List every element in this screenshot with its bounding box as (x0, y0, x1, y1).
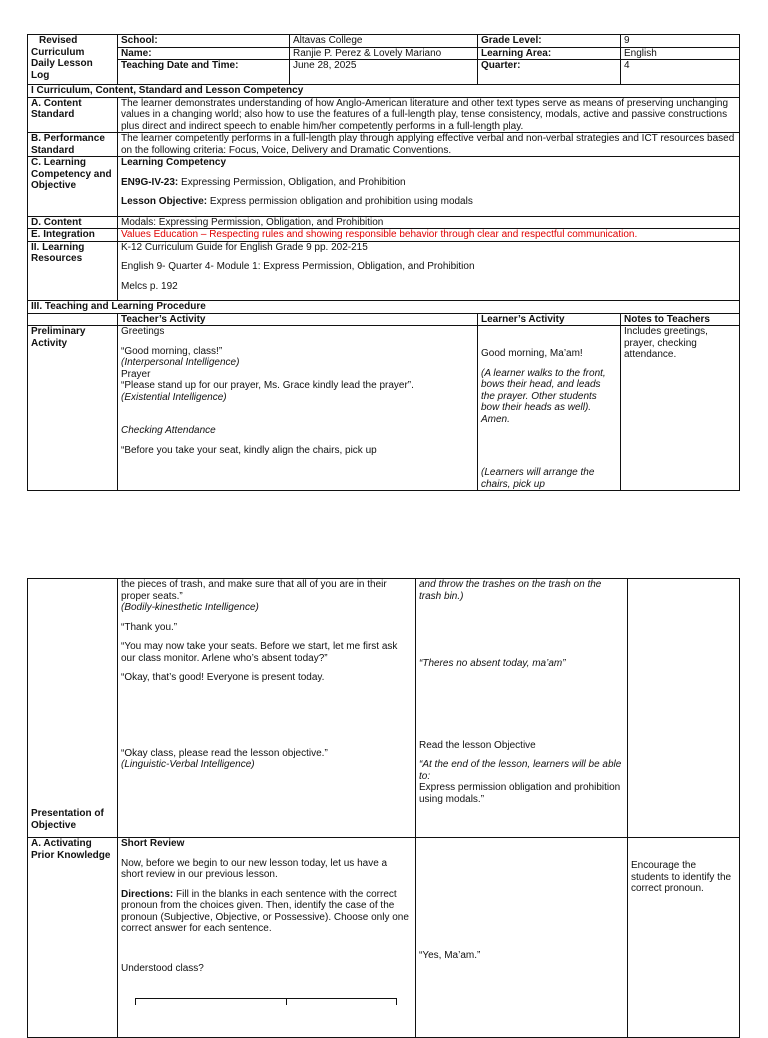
performance-standard-label: B. Performance Standard (28, 133, 118, 157)
page-2 (0, 520, 768, 1024)
content-text: Modals: Expressing Permission, Obligation, and Prohibition (118, 216, 740, 229)
activating-label: A. Activating Prior Knowledge (28, 838, 118, 1038)
section-1-title: I Curriculum, Content, Standard and Lesson Competency (28, 85, 740, 98)
resource-item: K-12 Curriculum Guide for English Grade 9 pp. 202-215 (121, 241, 368, 253)
blank-cell (28, 313, 118, 326)
resource-item: English 9- Quarter 4- Module 1: Express Permission, Obligation, and Prohibition (121, 261, 475, 272)
preliminary-label: Preliminary Activity (28, 326, 118, 491)
area-value: English (621, 47, 740, 60)
learner-activity-cont: and throw the trashes on the trash on the trash bin.) “Theres no absent today, ma’am” Read the lesson Objective “At the end of the lesson, learners will be able to: Express permission obligation and prohibition using modals.” (416, 579, 628, 838)
presentation-label: Presentation of Objective (28, 579, 118, 838)
competency-label: C. Learning Competency and Objective (28, 157, 118, 217)
performance-standard-text: The learner competently performs in a full-length play through applying effective verbal and non-verbal strategies and ICT resources based on the following criteria: Focus, Voice, Delivery and Dramatic Conventions. (118, 133, 740, 157)
quarter-label: Quarter: (478, 60, 621, 85)
notes-review-cell: Encourage the students to identify the correct pronoun. (628, 838, 740, 1038)
date-label: Teaching Date and Time: (118, 60, 290, 85)
name-value: Ranjie P. Perez & Lovely Mariano (290, 47, 478, 60)
content-standard-text: The learner demonstrates understanding of how Anglo-American literature and other text types serve as means of preserving unchanging values in a changing world; also how to use the features of a full-length play, tense consistency, modals, active and passive constructions plus direct and indirect speech to enable him/her competently performs in a full-length play. (118, 97, 740, 133)
learner-review-cell: “Yes, Ma’am.” (416, 838, 628, 1038)
review-table-top-edge (135, 998, 397, 1005)
section-3-title: III. Teaching and Learning Procedure (28, 301, 740, 314)
resources-label: II. Learning Resources (28, 241, 118, 301)
school-label: School: (118, 35, 290, 48)
lesson-log-table-2 (27, 578, 740, 1038)
resource-item: Melcs p. 192 (121, 280, 178, 292)
teacher-activity-cont: the pieces of trash, and make sure that all of you are in their proper seats.” (Bodily-kinesthetic Intelligence) “Thank you.” “You may now take your seats. Before we start, let me first ask our class monitor. Arlene who’s absent today?” “Okay, that’s good! Everyone is present today. “Okay class, please read the lesson objective.” (Linguistic-Verbal Intelligence) (118, 579, 416, 838)
teacher-activity-cell: Greetings “Good morning, class!” (Interpersonal Intelligence) Prayer “Please stand up for our prayer, Ms. Grace kindly lead the prayer”. (Existential Intelligence) Checking Attendance “Before you take your seat, kindly align the chairs, pick up (118, 326, 478, 491)
content-label: D. Content (28, 216, 118, 229)
integration-text: Values Education – Respecting rules and showing responsible behavior through clear and respectful communication. (118, 229, 740, 242)
resources-cell (118, 241, 740, 301)
grade-label: Grade Level: (478, 35, 621, 48)
quarter-value: 4 (621, 60, 740, 85)
area-label: Learning Area: (478, 47, 621, 60)
col-learner-header: Learner’s Activity (478, 313, 621, 326)
school-value: Altavas College (290, 35, 478, 48)
name-label: Name: (118, 47, 290, 60)
dll-title: Revised Curriculum Daily Lesson Log (28, 35, 118, 85)
competency-line: EN9G-IV-23: Expressing Permission, Obligation, and Prohibition (121, 176, 406, 188)
competency-cell (118, 157, 740, 217)
col-teacher-header: Teacher’s Activity (118, 313, 478, 326)
date-value: June 28, 2025 (290, 60, 478, 85)
competency-heading: Learning Competency (121, 157, 227, 168)
learner-activity-cell: Good morning, Ma’am! (A learner walks to the front, bows their head, and leads the prayer. Other students bow their heads as well). Amen. (Learners will arrange the chairs, pick up (478, 326, 621, 491)
teacher-review-cell: Short Review Now, before we begin to our new lesson today, let us have a short review in our previous lesson. Directions: Fill in the blanks in each sentence with the correct pronoun from the choices given. Then, identify the case of the pronoun (Subjective, Objective, or Possessive). Choose only one correct answer for each sentence. Understood class? (118, 838, 416, 1038)
notes-cell: Includes greetings, prayer, checking attendance. (621, 326, 740, 491)
lesson-log-table-1 (27, 34, 740, 491)
content-standard-label: A. Content Standard (28, 97, 118, 133)
objective-line: Lesson Objective: Express permission obligation and prohibition using modals (121, 196, 473, 207)
integration-label: E. Integration (28, 229, 118, 242)
notes-cont (628, 579, 740, 838)
col-notes-header: Notes to Teachers (621, 313, 740, 326)
grade-value: 9 (621, 35, 740, 48)
